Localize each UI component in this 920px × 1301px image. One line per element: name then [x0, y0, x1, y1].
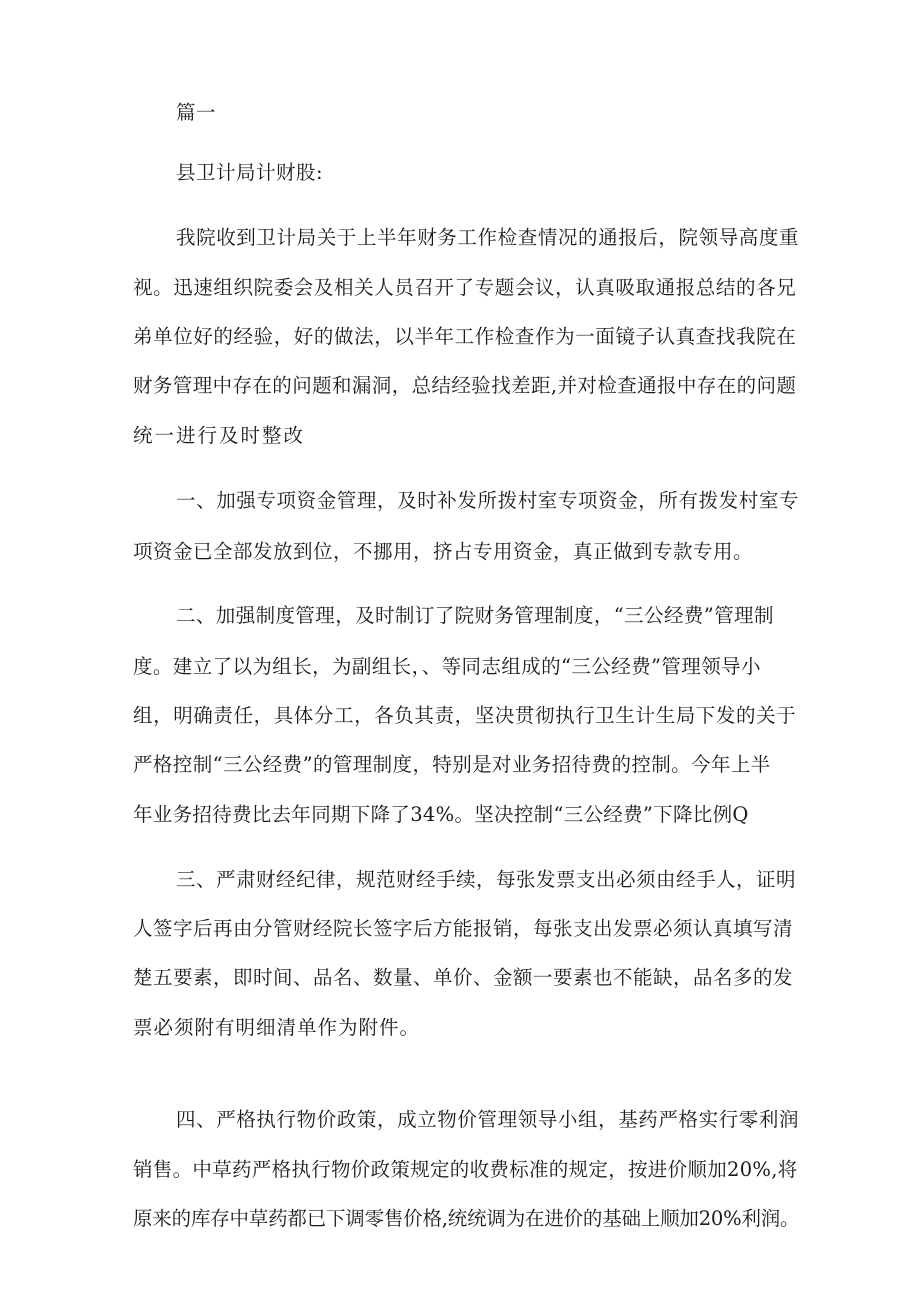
text-line: 年业务招待费比去年同期下降了34%。坚决控制“三公经费”下降比例Q — [133, 803, 749, 826]
text-line: 票必须附有明细清单作为附件。 — [133, 1016, 421, 1039]
text-line: 视。迅速组织院委会及相关人员召开了专题会议，认真吸取通报总结的各兄 — [133, 276, 797, 299]
text-line: 财务管理中存在的问题和漏洞，总结经验找差距,并对检查通报中存在的问题 — [133, 374, 797, 397]
text-line: 原来的库存中草药都已下调零售价格,统统调为在进价的基础上顺加20%利润。 — [133, 1207, 800, 1230]
salutation: 县卫计局计财股: — [176, 161, 324, 184]
text-line: 统一进行及时整改 — [133, 424, 306, 447]
text-line: 组，明确责任，具体分工，各负其责，坚决贯彻执行卫生计生局下发的关于 — [133, 704, 797, 727]
text-line: 项资金已全部发放到位，不挪用，挤占专用资金，真正做到专款专用。 — [133, 540, 754, 563]
text-line: 楚五要素，即时间、品名、数量、单价、金额一要素也不能缺，品名多的发 — [133, 966, 794, 989]
text-line: 度。建立了以为组长，为副组长，、等同志组成的“三公经费”管理领导小 — [133, 655, 761, 678]
text-line: 人签字后再由分管财经院长签字后方能报销，每张支出发票必须认真填写清 — [133, 917, 794, 940]
text-line: 销售。中草药严格执行物价政策规定的收费标准的规定，按进价顺加20%,将 — [133, 1158, 798, 1181]
text-line: 弟单位好的经验，好的做法，以半年工作检查作为一面镜子认真查找我院在 — [133, 325, 797, 348]
text-line: 二、加强制度管理，及时制订了院财务管理制度，“三公经费”管理制 — [176, 604, 774, 627]
document-heading: 篇一 — [176, 101, 217, 124]
text-line: 我院收到卫计局关于上半年财务工作检查情况的通报后，院领导高度重 — [176, 226, 800, 249]
text-line: 四、严格执行物价政策，成立物价管理领导小组，基药严格实行零利润 — [176, 1108, 800, 1131]
text-line: 三、严肃财经纪律，规范财经手续，每张发票支出必须由经手人，证明 — [176, 868, 797, 891]
text-line: 一、加强专项资金管理，及时补发所拨村室专项资金，所有拨发村室专 — [176, 489, 800, 512]
text-line: 严格控制“三公经费”的管理制度，特别是对业务招待费的控制。今年上半 — [133, 753, 771, 776]
